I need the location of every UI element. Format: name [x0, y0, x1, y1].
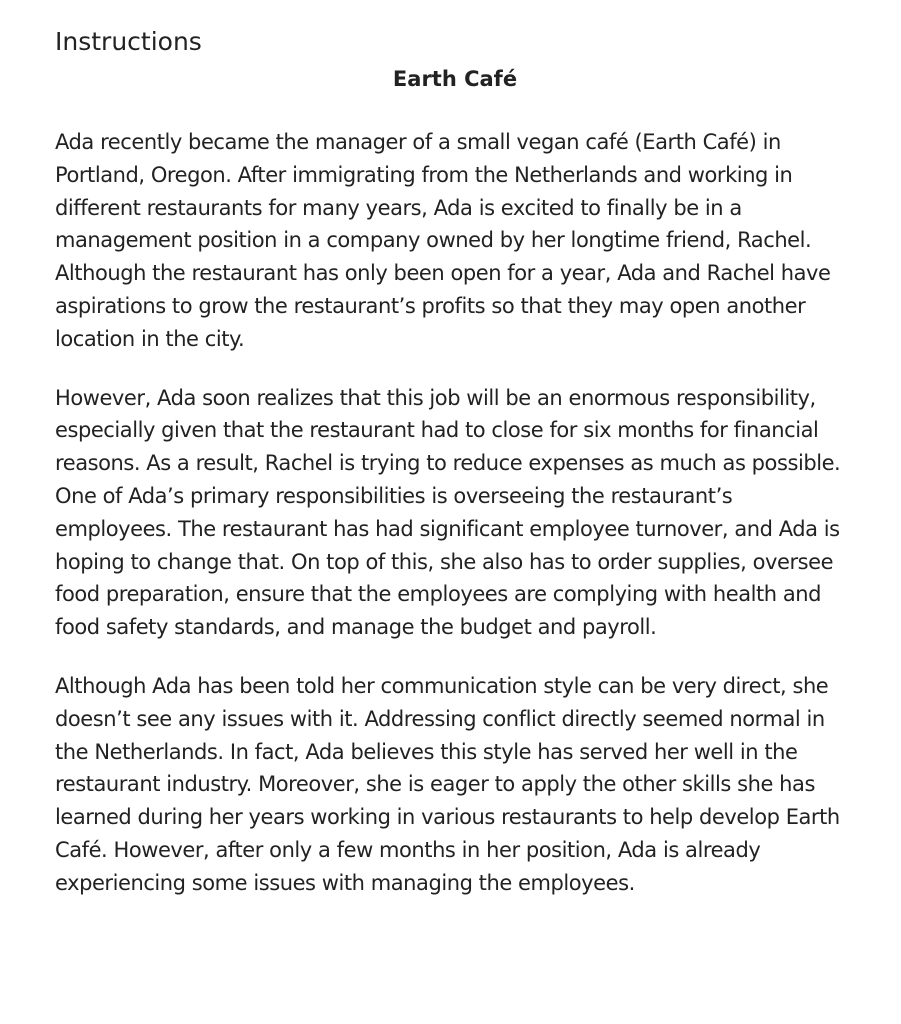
- case-title: Earth Café: [392, 67, 518, 91]
- case-paragraph-2: However, Ada soon realizes that this job will be an enormous responsibility, especially given that the restaurant had to close for six months for financial reasons. As a result, Rachel is trying to reduce expenses as much as possible. One of Ada’s primary responsibilities is overseeing the restaurant’s employees. The restaurant has had significant employee turnover, and Ada is hoping to change that. On top of this, she also has to order supplies, oversee food preparation, ensure that the employees are complying with health and food safety standards, and manage the budget and payroll.: [55, 385, 841, 640]
- instructions-heading: Instructions: [55, 27, 202, 56]
- case-paragraph-1: Ada recently became the manager of a small vegan café (Earth Café) in Portland, Oregon. After immigrating from the Netherlands and working in different restaurants for many years, Ada is excited to finally be in a management position in a company owned by her longtime friend, Rachel. Although the restaurant has only been open for a year, Ada and Rachel have aspirations to grow the restaurant’s profits so that they may open another location in the city.: [55, 130, 831, 351]
- case-paragraph-3: Although Ada has been told her communication style can be very direct, she doesn’t see any issues with it. Addressing conflict directly seemed normal in the Netherlands. In fact, Ada believes this style has served her well in the restaurant industry. Moreover, she is eager to apply the other skills she has learned during her years working in various restaurants to help develop Earth Café. However, after only a few months in her position, Ada is already experiencing some issues with managing the employees.: [55, 673, 840, 895]
